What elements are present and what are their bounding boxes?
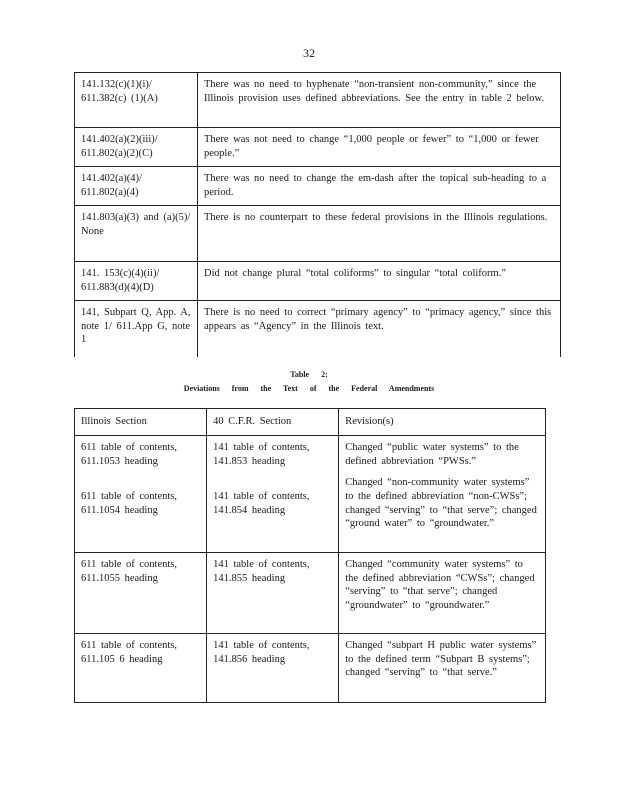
table-row [75, 262, 561, 301]
table-row [75, 301, 561, 358]
table-caption-title: Table 2: [290, 370, 328, 379]
table-row [75, 128, 561, 167]
note-cell: There is no counterpart to these federal provisions in the Illinois regulations. [198, 206, 561, 262]
table-header-row [75, 409, 546, 436]
revision-cell [339, 436, 546, 553]
revision-entry: Changed “non-community water systems” to the defined abbreviation “non-CWSs”; changed “serving” to “that serve”; changed “ground water” to “groundwater.” [345, 477, 537, 530]
table-row [75, 634, 546, 703]
illinois-section-cell: 611 table of contents, 611.105 6 heading [75, 634, 207, 703]
note-cell: Did not change plural “total coliforms” to singular “total coliform.” [198, 262, 561, 301]
revision-entry: Changed “public water systems” to the defined abbreviation “PWSs.” [345, 442, 519, 467]
note-cell: There is no need to correct “primary agency” to “primacy agency,” since this appears as “Agency” in the Illinois text. [198, 301, 561, 358]
table-row [75, 73, 561, 128]
section-cell: 141.402(a)(4)/ 611.802(a)(4) [75, 167, 198, 206]
illinois-section-entry: 611 table of contents, 611.1054 heading [81, 491, 178, 516]
illinois-section-entry: 611 table of contents, 611.1053 heading [81, 442, 178, 467]
table-row [75, 206, 561, 262]
header-revisions: Revision(s) [339, 409, 546, 436]
revision-cell: Changed “community water systems” to the defined abbreviation “CWSs”; changed “serving” to “that serve”; changed “groundwater” to “groundwater.” [339, 553, 546, 634]
revision-cell: Changed “subpart H public water systems” to the defined term “Subpart B systems”; changed “serving” to “that serve.” [339, 634, 546, 703]
table-caption-subtitle: Deviations from the Text of the Federal Amendments [183, 384, 435, 393]
comments-table [74, 72, 561, 357]
table-row [75, 553, 546, 634]
note-cell: There was not need to change “1,000 people or fewer” to “1,000 or fewer people.” [198, 128, 561, 167]
cfr-section-entry: 141 table of contents, 141.854 heading [213, 491, 310, 516]
cfr-section-entry: 141 table of contents, 141.853 heading [213, 442, 310, 467]
note-cell: There was no need to hyphenate “non-transient non-community,” since the Illinois provision uses defined abbreviations. See the entry in table 2 below. [198, 73, 561, 128]
illinois-section-cell [75, 436, 207, 553]
section-cell: 141.803(a)(3) and (a)(5)/ None [75, 206, 198, 262]
table-row [75, 167, 561, 206]
note-cell: There was no need to change the em-dash after the topical sub-heading to a period. [198, 167, 561, 206]
illinois-section-cell: 611 table of contents, 611.1055 heading [75, 553, 207, 634]
header-illinois-section: Illinois Section [75, 409, 207, 436]
section-cell: 141.132(c)(1)(i)/ 611.382(c) (1)(A) [75, 73, 198, 128]
cfr-section-cell: 141 table of contents, 141.855 heading [207, 553, 339, 634]
table-row [75, 436, 546, 553]
header-cfr-section: 40 C.F.R. Section [207, 409, 339, 436]
section-cell: 141.402(a)(2)(iii)/ 611.802(a)(2)(C) [75, 128, 198, 167]
cfr-section-cell [207, 436, 339, 553]
section-cell: 141. 153(c)(4)(ii)/ 611.883(d)(4)(D) [75, 262, 198, 301]
cfr-section-cell: 141 table of contents, 141.856 heading [207, 634, 339, 703]
section-cell: 141, Subpart Q, App. A, note 1/ 611.App G, note 1 [75, 301, 198, 358]
page-number: 32 [303, 46, 315, 60]
deviations-table [74, 408, 546, 703]
